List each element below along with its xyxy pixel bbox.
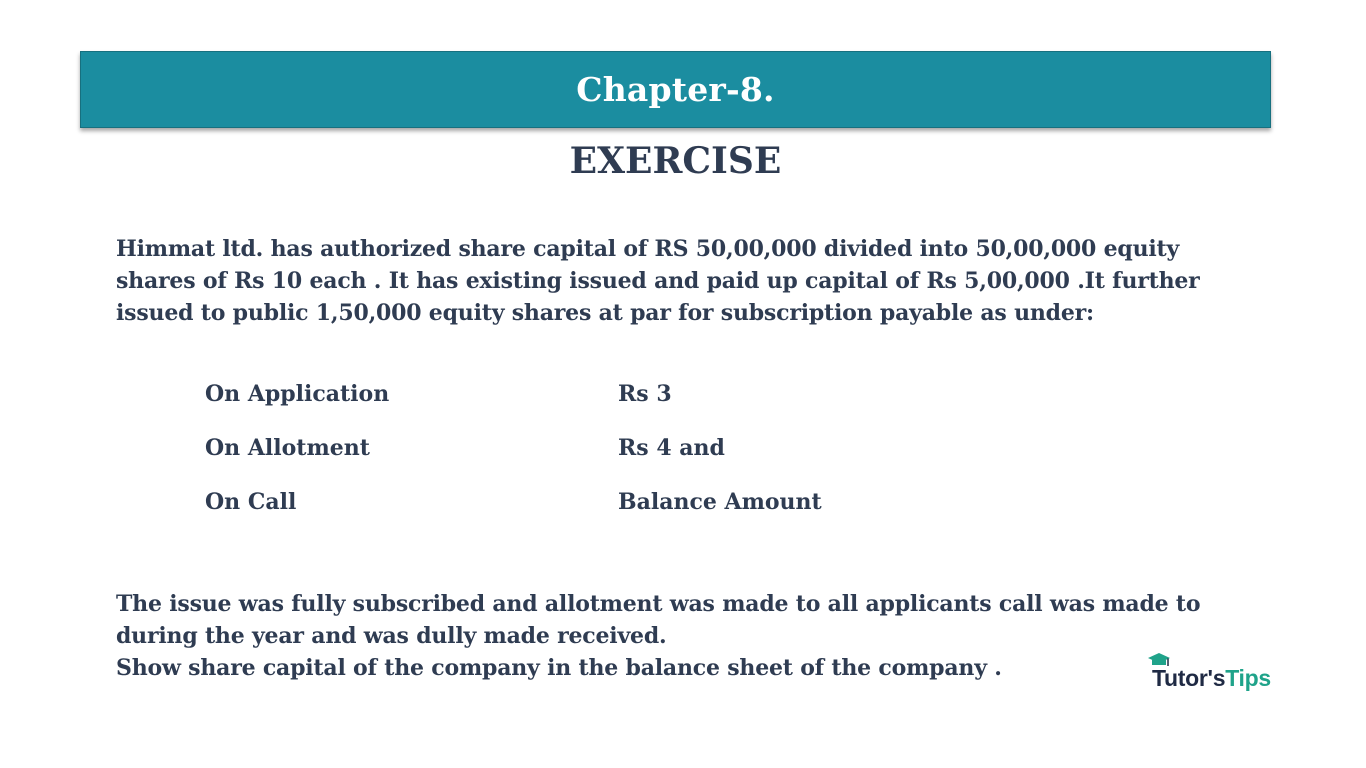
- schedule-row-call: [205, 489, 1005, 543]
- schedule-amount: Rs 4 and: [618, 435, 725, 461]
- exercise-heading: EXERCISE: [569, 140, 782, 182]
- chapter-title: Chapter-8.: [576, 70, 775, 109]
- closing-line: Show share capital of the company in the balance sheet of the company .: [116, 655, 1002, 681]
- chapter-banner: [80, 51, 1271, 128]
- payment-schedule: [205, 381, 1005, 543]
- intro-line: issued to public 1,50,000 equity shares at par for subscription payable as under:: [116, 300, 1094, 326]
- question-intro: [116, 233, 1236, 329]
- schedule-amount: Rs 3: [618, 381, 672, 407]
- question-closing: [116, 588, 1236, 684]
- logo-text-part1: Tutor's: [1152, 665, 1226, 691]
- schedule-amount: Balance Amount: [618, 489, 822, 515]
- schedule-row-allotment: [205, 435, 1005, 489]
- schedule-label: On Call: [205, 489, 297, 515]
- closing-line: during the year and was dully made received.: [116, 623, 667, 649]
- graduation-cap-icon: [1146, 652, 1172, 670]
- schedule-label: On Application: [205, 381, 390, 407]
- schedule-label: On Allotment: [205, 435, 370, 461]
- intro-line: shares of Rs 10 each . It has existing issued and paid up capital of Rs 5,00,000 .It further: [116, 268, 1200, 294]
- intro-line: Himmat ltd. has authorized share capital of RS 50,00,000 divided into 50,00,000 equity: [116, 236, 1180, 262]
- logo-text-part2: Tips: [1225, 665, 1271, 691]
- schedule-row-application: [205, 381, 1005, 435]
- tutors-tips-logo: [1146, 652, 1291, 692]
- closing-line: The issue was fully subscribed and allotment was made to all applicants call was made to: [116, 591, 1201, 617]
